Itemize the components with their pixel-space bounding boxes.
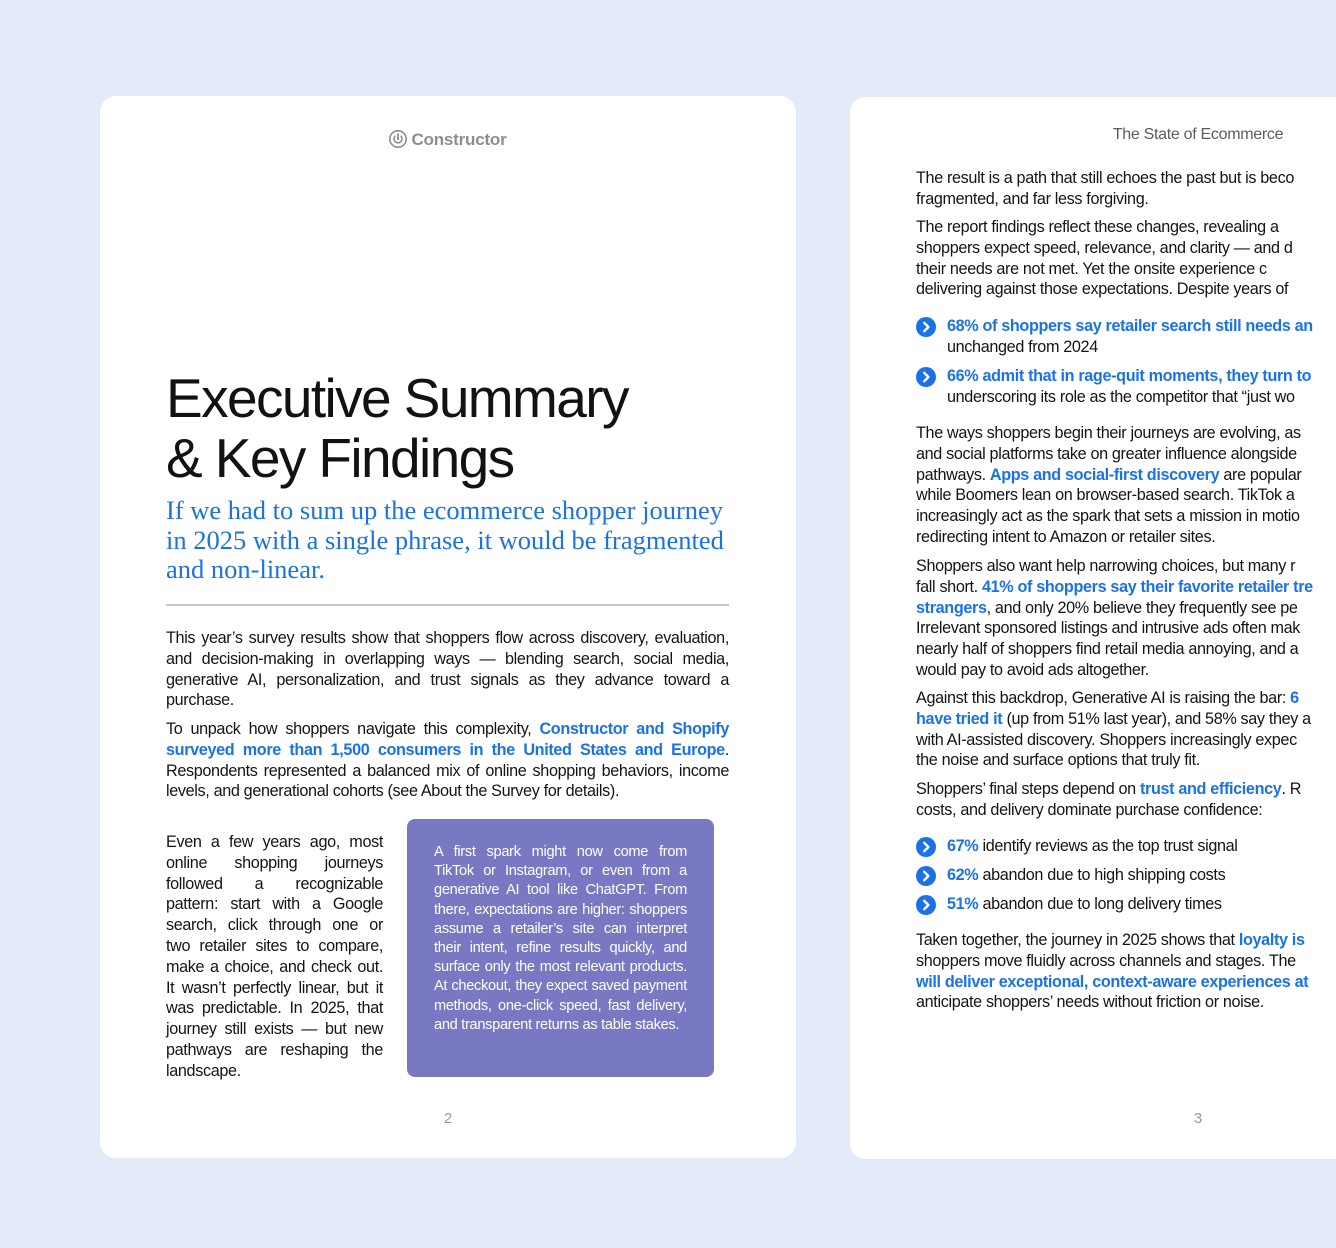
intro-paragraph: This year’s survey results show that shoppers flow across discovery, evaluation, and decision-making in overlapping ways — blending search, social media, generative AI, personalization, and trust signals as they advance toward a purchase. — [166, 629, 729, 710]
running-head: The State of Ecommerce — [1112, 126, 1284, 143]
narrowing-text-b: , and only 20% believe they frequently see pe Irrelevant sponsored listings and intrusive ads often mak nearly half of shoppers find retail media annoying, and a would pay to avoid ads altogether. — [916, 598, 1301, 679]
finding-1-highlight: 68% of shoppers say retailer search still needs an — [947, 317, 1313, 335]
genai-highlight-2: have tried it — [916, 709, 1003, 728]
conclusion-paragraph — [916, 930, 1336, 1013]
stat-1-text — [947, 836, 1336, 857]
journeys-highlight: Apps and social-first discovery — [989, 465, 1220, 484]
finding-bullet-2-text — [947, 366, 1336, 408]
history-paragraph: Even a few years ago, most online shopping journeys followed a recognizable pattern: start with a Google search, click through one or two retailer sites to compare, make a choice, and check out. It wasn’t perfectly linear, but it was predictable. In 2025, that journey still exists — but new pathways are reshaping the landscape. — [166, 833, 383, 1080]
chevron-right-icon — [916, 866, 936, 886]
divider — [166, 604, 729, 606]
genai-highlight-1: 6 — [1290, 689, 1299, 707]
logo-text: Constructor — [411, 130, 507, 149]
survey-highlight: Constructor and Shopify surveyed more than 1,500 consumers in the United States and Europe — [166, 720, 729, 759]
chevron-right-icon — [916, 367, 936, 387]
narrowing-text-a: Shoppers also want help narrowing choices, but many r fall short. — [916, 557, 1296, 596]
conclusion-text-c: anticipate shoppers’ needs without friction or noise. — [916, 993, 1264, 1012]
conclusion-text-b: shoppers move fluidly across channels and stages. The — [916, 951, 1296, 970]
journeys-text-b: are popular while Boomers lean on browser-based search. TikTok a increasingly act as the spark that sets a mission in motio redirecting intent to Amazon or retailer sites. — [916, 465, 1302, 546]
finding-2-highlight: 66% admit that in rage-quit moments, they turn to — [947, 367, 1312, 385]
callout-box — [407, 819, 714, 1077]
final-steps-paragraph — [916, 779, 1336, 821]
page-number-2: 2 — [443, 1110, 453, 1127]
stat-2-text — [947, 865, 1336, 886]
stat-3-label: abandon due to long delivery times — [978, 895, 1222, 913]
conclusion-highlight-2: will deliver exceptional, context-aware experiences at — [916, 972, 1309, 991]
method-text-b: . Respondents represented a balanced mix of online shopping behaviors, income levels, and generational cohorts (see About the Survey for details). — [166, 740, 729, 801]
finding-1-rest: unchanged from 2024 — [947, 337, 1098, 356]
narrowing-paragraph — [916, 556, 1336, 681]
subtitle-quote: If we had to sum up the ecommerce shopper journey in 2025 with a single phrase, it would be fragmented and non-linear. — [166, 495, 724, 584]
stat-1-label: identify reviews as the top trust signal — [978, 837, 1238, 855]
method-paragraph — [166, 719, 729, 802]
narrowing-highlight-2: strangers — [916, 598, 987, 617]
stat-3-value: 51% — [947, 895, 979, 913]
title-line-1: Executive Summary — [166, 367, 628, 429]
power-icon — [389, 130, 407, 153]
chevron-right-icon — [916, 895, 936, 915]
journeys-paragraph — [916, 423, 1336, 548]
title-line-2: & Key Findings — [166, 427, 514, 489]
conclusion-text-a: Taken together, the journey in 2025 shows that — [916, 931, 1239, 949]
callout-text: A first spark might now come from TikTok or Instagram, or even from a generative AI tool like ChatGPT. From there, expectations are higher: shoppers assume a retailer’s site can interpret their intent, refine results quickly, and surface only the most relevant products. At checkout, they expect saved payment methods, one-click speed, fast delivery, and transparent returns as table stakes. — [434, 844, 687, 1033]
method-text-a: To unpack how shoppers navigate this complexity, — [166, 720, 540, 738]
journeys-text-a: The ways shoppers begin their journeys are evolving, as and social platforms take on greater influence alongside pathways. — [916, 424, 1301, 484]
page-number-3: 3 — [1193, 1110, 1203, 1127]
result-paragraph: The result is a path that still echoes the past but is beco fragmented, and far less forgiving. — [916, 169, 1294, 208]
genai-text-b: (up from 51% last year), and 58% say they a with AI-assisted discovery. Shoppers increasingly expec the noise and surface options that truly fit. — [916, 709, 1311, 770]
finding-bullet-1-text — [947, 316, 1336, 358]
stat-2-value: 62% — [947, 866, 979, 884]
stat-3-text — [947, 894, 1336, 915]
narrowing-highlight-1: 41% of shoppers say their favorite retailer tre — [981, 577, 1313, 596]
stat-1-value: 67% — [947, 837, 979, 855]
page-title — [166, 368, 726, 488]
chevron-right-icon — [916, 837, 936, 857]
final-steps-highlight: trust and efficiency — [1140, 780, 1282, 798]
genai-paragraph — [916, 688, 1336, 771]
genai-text-a: Against this backdrop, Generative AI is raising the bar: — [916, 689, 1291, 707]
findings-paragraph: The report findings reflect these changes, revealing a shoppers expect speed, relevance, and clarity — and d their needs are not met. Yet the onsite experience c delivering against those expectations. Despite years of — [916, 218, 1293, 299]
conclusion-highlight-1: loyalty is — [1238, 931, 1305, 949]
stat-2-label: abandon due to high shipping costs — [978, 866, 1226, 884]
constructor-logo — [100, 130, 796, 153]
chevron-right-icon — [916, 317, 936, 337]
finding-2-rest: underscoring its role as the competitor that “just wo — [947, 387, 1295, 406]
final-steps-text-b: . R costs, and delivery dominate purchase confidence: — [916, 780, 1302, 819]
final-steps-text-a: Shoppers’ final steps depend on — [916, 780, 1140, 798]
